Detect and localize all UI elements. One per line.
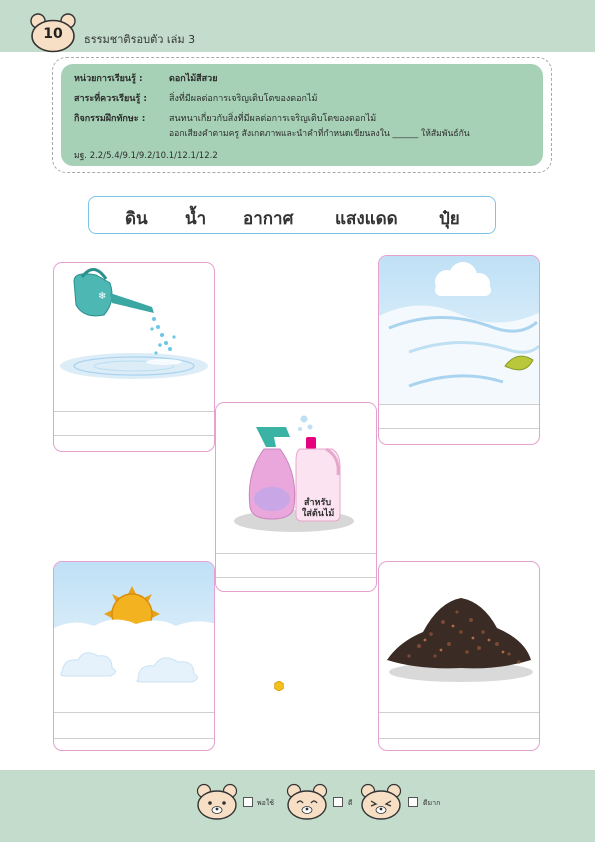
activity-row <box>74 111 145 125</box>
page-number-badge <box>30 13 76 53</box>
card-water <box>53 262 215 452</box>
word-sunlight: แสงแดด <box>335 209 398 229</box>
write-line <box>54 411 214 412</box>
bear-face-laugh-icon <box>360 783 402 821</box>
word-fertilizer: ปุ๋ย <box>439 209 460 229</box>
content-row <box>74 91 147 105</box>
write-line <box>379 428 539 429</box>
card-sunlight <box>53 561 215 751</box>
card-fertilizer <box>215 402 377 592</box>
write-line <box>54 738 214 739</box>
rating-checkbox-good[interactable] <box>333 797 343 807</box>
write-line <box>54 435 214 436</box>
rating-label-good: ดี <box>348 799 353 807</box>
card-soil <box>378 561 540 751</box>
standards-code: มฐ. 2.2/5.4/9.1/9.2/10.1/12.1/12.2 <box>74 151 218 161</box>
rating-label-fair: พอใช้ <box>257 799 274 807</box>
rating-label-very-good: ดีมาก <box>423 799 441 807</box>
word-water: น้ำ <box>185 209 207 229</box>
write-line <box>379 712 539 713</box>
content-value: สิ่งที่มีผลต่อการเจริญเติบโตของดอกไม้ <box>169 94 318 104</box>
word-soil: ดิน <box>125 209 148 229</box>
wind-cloud-icon <box>379 256 539 404</box>
content-key: สาระที่ควรเรียนรู้ : <box>74 94 147 104</box>
word-bank <box>88 196 496 234</box>
sun-clouds-icon <box>54 562 214 710</box>
write-line <box>379 404 539 405</box>
activity-line-2: ออกเสียงคำตามครู สังเกตภาพและนำคำที่กำหนดเขียนลงใน ______ ให้สัมพันธ์กัน <box>169 129 470 139</box>
bear-face-neutral-icon <box>196 783 238 821</box>
fertilizer-label-2: ใส่ต้นไม้ <box>302 509 335 519</box>
activity-line-1: สนทนาเกี่ยวกับสิ่งที่มีผลต่อการเจริญเติบโตของดอกไม้ <box>169 114 377 124</box>
rating-checkbox-very-good[interactable] <box>408 797 418 807</box>
page-number: 10 <box>43 26 63 42</box>
unit-key: หน่วยการเรียนรู้ : <box>74 74 143 84</box>
unit-value: ดอกไม้สีสวย <box>169 74 218 84</box>
soil-pile-icon <box>379 562 539 710</box>
fertilizer-label-1: สำหรับ <box>304 498 332 508</box>
write-line <box>216 577 376 578</box>
activity-key: กิจกรรมฝึกทักษะ : <box>74 114 146 124</box>
card-air <box>378 255 540 445</box>
word-air: อากาศ <box>243 209 294 229</box>
write-line <box>54 712 214 713</box>
unit-row <box>74 71 143 85</box>
write-line <box>216 553 376 554</box>
book-title: ธรรมชาติรอบตัว เล่ม 3 <box>84 33 196 46</box>
hexagon-dot-icon <box>274 681 284 691</box>
bear-face-smile-icon <box>286 783 328 821</box>
svg-text:❄: ❄ <box>98 291 107 302</box>
fertilizer-bottles-icon <box>216 403 376 551</box>
watering-can-icon <box>54 263 214 411</box>
write-line <box>379 738 539 739</box>
rating-checkbox-fair[interactable] <box>243 797 253 807</box>
